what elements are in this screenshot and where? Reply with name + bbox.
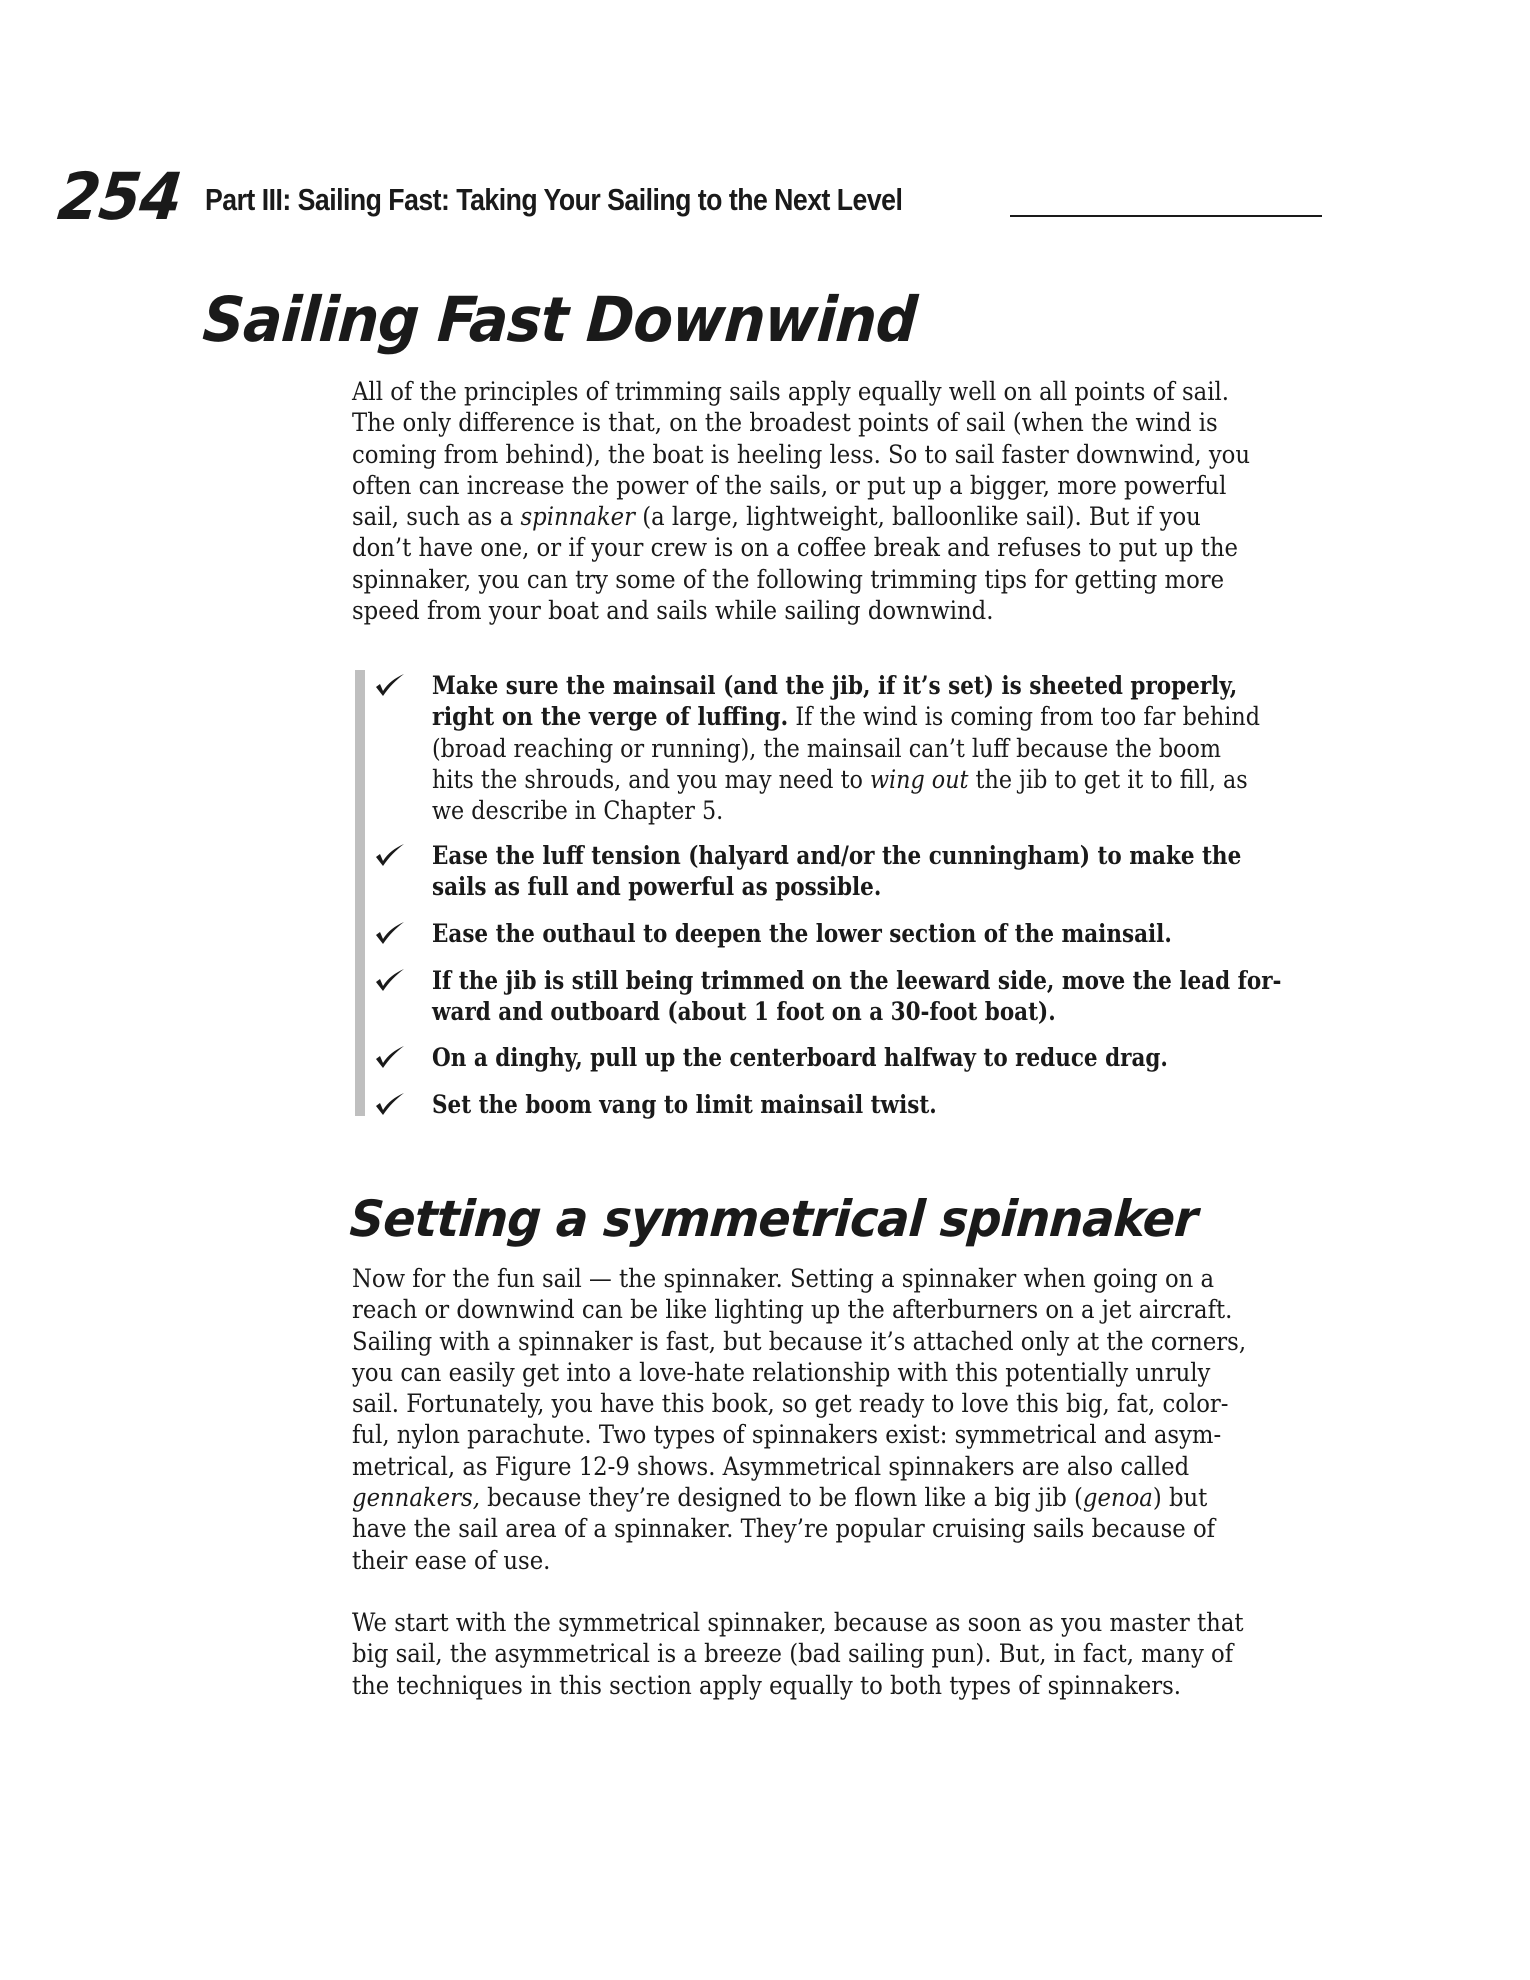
text-line: Sailing with a spinnaker is fast, but because it’s attached only at the corners,: [352, 1326, 1247, 1356]
term-spinnaker: spinnaker: [520, 502, 635, 532]
spinnaker-paragraph-1: [352, 1263, 1352, 1576]
text-line: Set the boom vang to limit mainsail twist.: [432, 1090, 937, 1119]
checkmark-icon: [375, 1045, 405, 1069]
text-line: On a dinghy, pull up the centerboard halfway to reduce drag.: [432, 1043, 1168, 1072]
text-line: sail. Fortunately, you have this book, so get ready to love this big, fat, color-: [352, 1389, 1229, 1419]
text-line: the techniques in this section apply equally to both types of spinnakers.: [352, 1670, 1181, 1700]
text-run: If the wind is coming from too far behind: [788, 702, 1261, 732]
chapter-heading: Sailing Fast Downwind: [200, 283, 919, 356]
text-line: spinnaker, you can try some of the following trimming tips for getting more: [352, 564, 1225, 594]
checkmark-icon: [375, 921, 405, 945]
text-line: All of the principles of trimming sails apply equally well on all points of sail.: [352, 377, 1230, 406]
text-line: speed from your boat and sails while sailing downwind.: [352, 596, 994, 626]
text-run: because they’re designed to be flown like a big jib (: [479, 1483, 1083, 1513]
list-item-text: [432, 965, 1420, 1028]
text-line: reach or downwind can be like lighting up the afterburners on a jet aircraft.: [352, 1295, 1233, 1325]
text-line: metrical, as Figure 12-9 shows. Asymmetrical spinnakers are also called: [352, 1451, 1190, 1481]
text-line: we describe in Chapter 5.: [432, 796, 724, 826]
text-line: don’t have one, or if your crew is on a coffee break and refuses to put up the: [352, 533, 1239, 563]
list-item-text: [432, 1089, 1019, 1120]
section-heading: Setting a symmetrical spinnaker: [348, 1190, 1200, 1248]
part-title: Part III: Sailing Fast: Taking Your Sailing to the Next Level: [205, 182, 903, 217]
text-line: Make sure the mainsail (and the jib, if it’s set) is sheeted properly,: [432, 671, 1238, 700]
text-line: you can easily get into a love-hate relationship with this potentially unruly: [352, 1357, 1211, 1387]
spinnaker-paragraph-2: [352, 1607, 1352, 1701]
text-line: Ease the outhaul to deepen the lower section of the mainsail.: [432, 919, 1172, 948]
term-gennakers: gennakers,: [352, 1483, 480, 1513]
term-genoa: genoa: [1082, 1483, 1153, 1513]
text-line: sails as full and powerful as possible.: [432, 872, 882, 902]
text-line: coming from behind), the boat is heeling less. So to sail faster downwind, you: [352, 439, 1251, 469]
checkmark-icon: [375, 968, 405, 992]
text-line: [352, 1482, 1262, 1513]
intro-paragraph: [352, 376, 1352, 626]
text-line: often can increase the power of the sails, or put up a bigger, more powerful: [352, 470, 1227, 500]
text-line: have the sail area of a spinnaker. They’re popular cruising sails because of: [352, 1514, 1216, 1544]
text-line: [432, 764, 1265, 795]
text-line: big sail, the asymmetrical is a breeze (bad sailing pun). But, in fact, many of: [352, 1639, 1234, 1669]
checkmark-icon: [375, 843, 405, 867]
text-run: (a large, lightweight, balloonlike sail). But if you: [634, 502, 1201, 532]
checkmark-icon: [375, 673, 405, 697]
running-header: [54, 159, 1325, 236]
page-number: 254: [54, 159, 185, 236]
text-line: Now for the fun sail — the spinnaker. Setting a spinnaker when going on a: [352, 1264, 1215, 1293]
text-line: If the jib is still being trimmed on the leeward side, move the lead for-: [432, 966, 1282, 995]
text-run: ) but: [1152, 1483, 1208, 1513]
list-item-text: [432, 670, 1368, 826]
text-run: hits the shrouds, and you may need to: [432, 764, 870, 794]
text-run: sail, such as a: [352, 502, 521, 532]
tips-list: [355, 670, 1355, 1118]
text-line: (broad reaching or running), the mainsail can’t luff because the boom: [432, 733, 1221, 763]
text-line: We start with the symmetrical spinnaker, because as soon as you master that: [352, 1608, 1244, 1637]
text-run: the jib to get it to fill, as: [968, 764, 1248, 794]
text-line: Ease the luff tension (halyard and/or the cunningham) to make the: [432, 841, 1242, 870]
text-run-bold: right on the verge of luffing.: [432, 702, 789, 732]
sidebar-rule: [355, 670, 365, 1116]
list-item-text: [432, 840, 1373, 903]
text-line: ward and outboard (about 1 foot on a 30-foot boat).: [432, 997, 1056, 1027]
term-wing-out: wing out: [869, 764, 969, 794]
list-item-text: [432, 1042, 1288, 1073]
header-rule: [1010, 215, 1322, 217]
text-line: their ease of use.: [352, 1545, 551, 1575]
text-line: The only difference is that, on the broadest points of sail (when the wind is: [352, 408, 1218, 438]
checkmark-icon: [375, 1092, 405, 1116]
list-item-text: [432, 918, 1292, 949]
text-line: [352, 501, 1262, 532]
text-line: [432, 701, 1265, 732]
text-line: ful, nylon parachute. Two types of spinnakers exist: symmetrical and asym-: [352, 1420, 1222, 1450]
